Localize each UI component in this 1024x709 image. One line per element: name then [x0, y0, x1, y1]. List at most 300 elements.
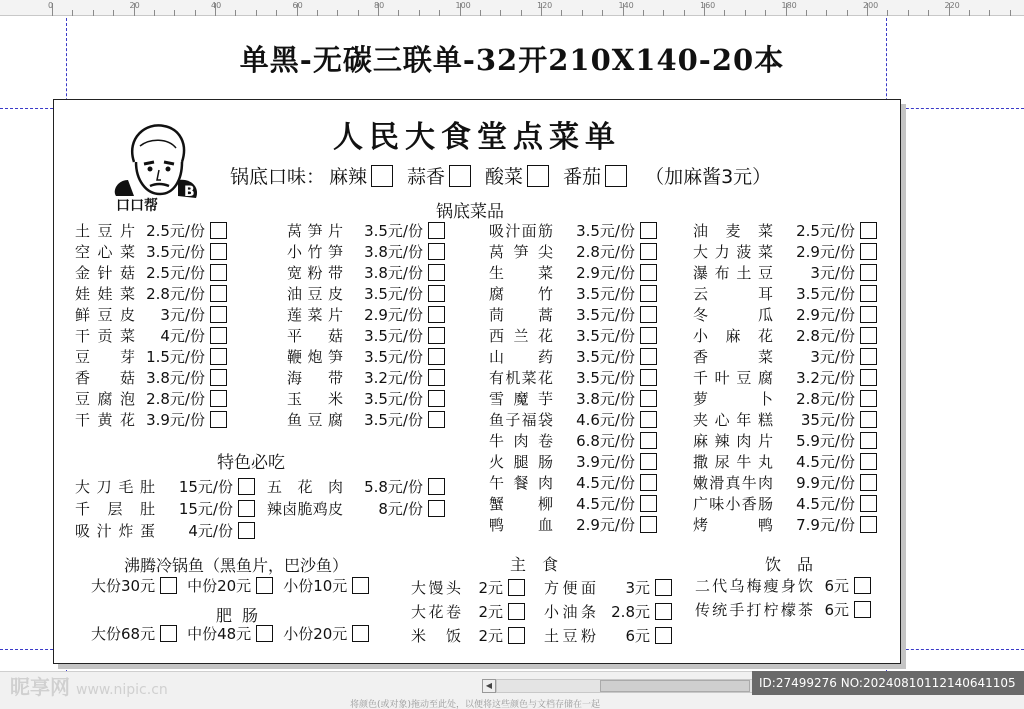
menu-item-row [489, 515, 657, 536]
item-price: 15元/份 [178, 478, 233, 496]
checkbox[interactable] [428, 411, 445, 428]
ruler-tick [724, 10, 725, 16]
logo-text: 口口帮 [116, 198, 158, 214]
item-name: 蟹柳 [489, 495, 553, 513]
menu-item-row [287, 347, 445, 368]
menu-item-row [489, 263, 657, 284]
item-name: 鞭炮笋 [287, 348, 343, 366]
item-price: 6.8元/份 [576, 432, 635, 450]
menu-item-row [489, 221, 657, 242]
menu-item-row [693, 284, 877, 305]
item-name: 辣卤脆鸡皮 [267, 500, 343, 518]
checkbox[interactable] [860, 264, 877, 281]
checkbox[interactable] [655, 579, 672, 596]
ruler-tick [663, 10, 664, 16]
menu-item-row [695, 598, 871, 622]
ruler-tick [765, 10, 766, 16]
item-name: 大刀毛肚 [75, 478, 155, 496]
menu-item-row [695, 574, 871, 598]
checkbox[interactable] [428, 306, 445, 323]
item-name: 鸭血 [489, 516, 553, 534]
horizontal-ruler[interactable] [0, 0, 1024, 16]
item-name: 小竹笋 [287, 243, 343, 261]
ruler-tick [602, 10, 603, 16]
checkbox[interactable] [640, 264, 657, 281]
ruler-tick [256, 10, 257, 16]
item-price: 3.5元/份 [576, 306, 635, 324]
menu-item-row [75, 498, 255, 520]
checkbox[interactable] [640, 390, 657, 407]
item-name: 油麦菜 [693, 222, 773, 240]
ruler-tick [1010, 10, 1011, 16]
ruler-tick [908, 10, 909, 16]
ruler-label: 140 [618, 1, 634, 10]
ruler-tick [989, 10, 990, 16]
item-name: 山药 [489, 348, 553, 366]
checkbox[interactable] [238, 500, 255, 517]
item-name: 宽粉带 [287, 264, 343, 282]
item-name: 冬瓜 [693, 306, 773, 324]
ruler-tick [235, 10, 236, 16]
item-price: 2.8元/份 [576, 243, 635, 261]
checkbox[interactable] [428, 222, 445, 239]
ruler-tick [684, 10, 685, 16]
checkbox[interactable] [860, 516, 877, 533]
staple-column [544, 576, 672, 648]
scrollbar-thumb[interactable] [600, 680, 750, 692]
checkbox[interactable] [352, 625, 369, 642]
flavor-label: 锅底口味： [230, 166, 326, 188]
menu-item-row [693, 221, 877, 242]
item-name: 广味小香肠 [693, 495, 773, 513]
section-heading-intestine: 肥肠 [216, 606, 269, 625]
menu-item-row [75, 389, 227, 410]
intestine-size-row [91, 624, 369, 645]
checkbox[interactable] [640, 432, 657, 449]
checkbox[interactable] [508, 627, 525, 644]
size-options-row [91, 624, 369, 645]
section-heading-base-dishes: 锅底菜品 [436, 202, 504, 222]
ruler-tick [887, 10, 888, 16]
item-name: 米饭 [411, 627, 461, 645]
menu-item-row [287, 305, 445, 326]
item-price: 6元 [625, 627, 650, 645]
dish-column [693, 221, 877, 536]
item-name: 干黄花 [75, 411, 135, 429]
checkbox[interactable] [256, 625, 273, 642]
checkbox[interactable] [605, 165, 627, 187]
item-name: 大力菠菜 [693, 243, 773, 261]
checkbox[interactable] [640, 453, 657, 470]
ruler-tick [72, 10, 73, 16]
item-price: 35元/份 [800, 411, 855, 429]
flavor-option: 蒜香 [407, 166, 446, 188]
checkbox[interactable] [640, 474, 657, 491]
item-price: 3元 [625, 579, 650, 597]
item-name: 豆腐泡 [75, 390, 135, 408]
checkbox[interactable] [640, 306, 657, 323]
checkbox[interactable] [860, 243, 877, 260]
menu-item-row [489, 368, 657, 389]
item-price: 3元/份 [160, 306, 205, 324]
item-price: 2.8元/份 [796, 390, 855, 408]
menu-item-row [693, 242, 877, 263]
ruler-label: 60 [292, 1, 303, 10]
item-price: 9.9元/份 [796, 474, 855, 492]
item-price: 5.9元/份 [796, 432, 855, 450]
status-hint: 将颜色(或对象)拖动至此处，以便将这些颜色与文档存储在一起 [350, 700, 601, 709]
item-price: 6元 [824, 577, 849, 595]
menu-item-row [693, 389, 877, 410]
item-price: 2.9元/份 [796, 243, 855, 261]
checkbox[interactable] [210, 369, 227, 386]
menu-item-row [411, 624, 525, 648]
item-price: 3.5元/份 [364, 348, 423, 366]
checkbox[interactable] [655, 603, 672, 620]
item-name: 莲菜片 [287, 306, 343, 324]
checkbox[interactable] [860, 327, 877, 344]
checkbox[interactable] [210, 243, 227, 260]
item-price: 4.6元/份 [576, 411, 635, 429]
menu-item-row [287, 326, 445, 347]
flavor-extra-note: （加麻酱3元） [645, 166, 772, 188]
checkbox[interactable] [860, 285, 877, 302]
drink-column [695, 574, 871, 622]
ruler-tick [358, 10, 359, 16]
ruler-label: 40 [211, 1, 222, 10]
scroll-left-button[interactable]: ◀ [482, 679, 496, 693]
checkbox[interactable] [210, 264, 227, 281]
checkbox[interactable] [428, 369, 445, 386]
item-name: 金针菇 [75, 264, 135, 282]
menu-item-row [693, 305, 877, 326]
item-price: 2.8元/份 [146, 285, 205, 303]
size-options-row [91, 576, 369, 597]
item-name: 麻辣肉片 [693, 432, 773, 450]
checkbox[interactable] [860, 390, 877, 407]
item-name: 小麻花 [693, 327, 773, 345]
menu-item-row [267, 498, 445, 520]
checkbox[interactable] [860, 495, 877, 512]
item-name: 方便面 [544, 579, 596, 597]
item-price: 4.5元/份 [796, 453, 855, 471]
checkbox[interactable] [210, 411, 227, 428]
menu-item-row [411, 576, 525, 600]
item-price: 3元/份 [810, 348, 855, 366]
checkbox[interactable] [640, 411, 657, 428]
checkbox[interactable] [655, 627, 672, 644]
section-heading-drinks: 饮品 [765, 555, 830, 574]
item-price: 3.5元/份 [364, 390, 423, 408]
item-name: 千叶豆腐 [693, 369, 773, 387]
section-heading-specialties: 特色必吃 [217, 453, 285, 473]
menu-item-row [75, 476, 255, 498]
menu-item-row [544, 600, 672, 624]
item-price: 2.8元/份 [146, 390, 205, 408]
menu-item-row [489, 473, 657, 494]
item-name: 大馒头 [411, 579, 461, 597]
checkbox[interactable] [508, 579, 525, 596]
item-price: 4元/份 [160, 327, 205, 345]
checkbox[interactable] [854, 577, 871, 594]
size-option-label: 小份10元 [283, 577, 348, 595]
menu-item-row [287, 389, 445, 410]
menu-item-row [489, 494, 657, 515]
checkbox[interactable] [428, 348, 445, 365]
ruler-tick [154, 10, 155, 16]
menu-item-row [544, 624, 672, 648]
checkbox[interactable] [640, 243, 657, 260]
item-name: 娃娃菜 [75, 285, 135, 303]
checkbox[interactable] [640, 348, 657, 365]
checkbox[interactable] [428, 390, 445, 407]
item-name: 夹心年糕 [693, 411, 773, 429]
item-name: 牛肉卷 [489, 432, 553, 450]
item-price: 3.8元/份 [364, 264, 423, 282]
checkbox[interactable] [238, 522, 255, 539]
image-id-bar: ID:27499276 NO:20240810112140641105 [752, 671, 1024, 695]
item-price: 3.5元/份 [364, 222, 423, 240]
menu-item-row [75, 305, 227, 326]
checkbox[interactable] [352, 577, 369, 594]
ruler-tick [500, 10, 501, 16]
checkbox[interactable] [860, 369, 877, 386]
item-name: 午餐肉 [489, 474, 553, 492]
checkbox[interactable] [238, 478, 255, 495]
item-price: 3.2元/份 [796, 369, 855, 387]
item-price: 4.5元/份 [796, 495, 855, 513]
size-option-label: 大份30元 [91, 577, 156, 595]
menu-item-row [693, 515, 877, 536]
menu-item-row [287, 284, 445, 305]
item-name: 传统手打柠檬茶 [695, 601, 813, 619]
item-name: 撒尿牛丸 [693, 453, 773, 471]
checkbox[interactable] [428, 264, 445, 281]
menu-item-row [489, 305, 657, 326]
item-name: 海带 [287, 369, 343, 387]
checkbox[interactable] [428, 243, 445, 260]
svg-text:B: B [184, 184, 195, 200]
ruler-tick [398, 10, 399, 16]
ruler-tick [174, 10, 175, 16]
item-price: 8元/份 [378, 500, 423, 518]
item-price: 6元 [824, 601, 849, 619]
item-price: 2.5元/份 [796, 222, 855, 240]
menu-item-row [693, 410, 877, 431]
checkbox[interactable] [640, 495, 657, 512]
checkbox[interactable] [210, 390, 227, 407]
checkbox[interactable] [860, 411, 877, 428]
checkbox[interactable] [860, 306, 877, 323]
ruler-label: 200 [863, 1, 879, 10]
item-price: 3.5元/份 [364, 285, 423, 303]
checkbox[interactable] [640, 369, 657, 386]
ruler-tick [847, 10, 848, 16]
checkbox[interactable] [210, 285, 227, 302]
item-name: 腐竹 [489, 285, 553, 303]
ruler-tick [643, 10, 644, 16]
menu-item-row [693, 263, 877, 284]
item-price: 2.9元/份 [576, 264, 635, 282]
item-name: 云耳 [693, 285, 773, 303]
checkbox[interactable] [428, 327, 445, 344]
checkbox[interactable] [210, 306, 227, 323]
specialty-column [267, 476, 445, 520]
item-name: 土豆粉 [544, 627, 596, 645]
menu-item-row [693, 452, 877, 473]
menu-item-row [287, 221, 445, 242]
ruler-tick [113, 10, 114, 16]
item-name: 香菜 [693, 348, 773, 366]
flavor-option: 酸菜 [485, 166, 524, 188]
item-price: 15元/份 [178, 500, 233, 518]
checkbox[interactable] [371, 165, 393, 187]
specialty-column [75, 476, 255, 542]
ruler-label: 80 [374, 1, 385, 10]
menu-item-row [693, 494, 877, 515]
item-price: 3.5元/份 [796, 285, 855, 303]
item-price: 3.5元/份 [364, 327, 423, 345]
checkbox[interactable] [640, 516, 657, 533]
menu-item-row [287, 368, 445, 389]
item-price: 3.2元/份 [364, 369, 423, 387]
item-price: 3.5元/份 [576, 222, 635, 240]
menu-item-row [693, 431, 877, 452]
checkbox[interactable] [860, 453, 877, 470]
item-price: 4.5元/份 [576, 474, 635, 492]
item-price: 2.8元/份 [796, 327, 855, 345]
checkbox[interactable] [860, 348, 877, 365]
watermark-url: www.nipic.cn [76, 682, 168, 698]
item-name: 油豆皮 [287, 285, 343, 303]
item-price: 3.5元/份 [576, 369, 635, 387]
menu-item-row [75, 368, 227, 389]
menu-item-row [75, 242, 227, 263]
size-option-label: 中份20元 [187, 577, 252, 595]
item-price: 3.5元/份 [576, 327, 635, 345]
checkbox[interactable] [428, 478, 445, 495]
item-price: 3.8元/份 [576, 390, 635, 408]
item-price: 5.8元/份 [364, 478, 423, 496]
ruler-tick [969, 10, 970, 16]
checkbox[interactable] [160, 577, 177, 594]
ruler-label: 180 [781, 1, 797, 10]
item-name: 空心菜 [75, 243, 135, 261]
checkbox[interactable] [640, 285, 657, 302]
checkbox[interactable] [428, 500, 445, 517]
item-price: 3.9元/份 [576, 453, 635, 471]
ruler-tick [928, 10, 929, 16]
fish-size-row [91, 576, 369, 597]
checkbox[interactable] [640, 222, 657, 239]
ruler-tick [317, 10, 318, 16]
menu-item-row [75, 520, 255, 542]
item-price: 2元 [478, 579, 503, 597]
checkbox[interactable] [860, 222, 877, 239]
item-name: 茼蒿 [489, 306, 553, 324]
menu-item-row [287, 242, 445, 263]
menu-item-row [489, 389, 657, 410]
ruler-label: 0 [48, 1, 54, 10]
item-name: 二代乌梅瘦身饮 [695, 577, 813, 595]
menu-item-row [75, 284, 227, 305]
item-price: 4.5元/份 [576, 495, 635, 513]
dish-column [489, 221, 657, 536]
checkbox[interactable] [256, 577, 273, 594]
checkbox[interactable] [860, 474, 877, 491]
item-price: 3.9元/份 [146, 411, 205, 429]
document-title: 单黑-无碳三联单-32开210X140-20本 [239, 43, 785, 77]
menu-item-row [411, 600, 525, 624]
item-price: 2.5元/份 [146, 264, 205, 282]
checkbox[interactable] [210, 348, 227, 365]
item-price: 2.8元 [611, 603, 650, 621]
checkbox[interactable] [160, 625, 177, 642]
checkbox[interactable] [449, 165, 471, 187]
size-option-label: 小份20元 [283, 625, 348, 643]
section-heading-fish: 沸腾冷锅鱼（黑鱼片，巴沙鱼） [124, 556, 349, 575]
item-name: 烤鸭 [693, 516, 773, 534]
menu-item-row [489, 284, 657, 305]
item-name: 瀑布土豆 [693, 264, 773, 282]
item-price: 3.5元/份 [146, 243, 205, 261]
checkbox[interactable] [508, 603, 525, 620]
menu-item-row [489, 410, 657, 431]
item-name: 鲜豆皮 [75, 306, 135, 324]
checkbox[interactable] [860, 432, 877, 449]
ruler-tick [561, 10, 562, 16]
ruler-tick [337, 10, 338, 16]
staple-column [411, 576, 525, 648]
item-name: 香菇 [75, 369, 135, 387]
menu-item-row [489, 452, 657, 473]
checkbox[interactable] [428, 285, 445, 302]
item-price: 3.8元/份 [364, 243, 423, 261]
menu-item-row [75, 410, 227, 431]
item-price: 4元/份 [188, 522, 233, 540]
ruler-tick [480, 10, 481, 16]
item-name: 平菇 [287, 327, 343, 345]
checkbox[interactable] [210, 222, 227, 239]
menu-item-row [287, 263, 445, 284]
item-price: 3.5元/份 [364, 411, 423, 429]
item-name: 鱼豆腐 [287, 411, 343, 429]
menu-item-row [693, 473, 877, 494]
watermark-brand: 昵享网 [10, 675, 70, 699]
checkbox[interactable] [854, 601, 871, 618]
section-heading-staples: 主食 [510, 555, 575, 574]
item-price: 2.9元/份 [576, 516, 635, 534]
item-name: 五花肉 [267, 478, 343, 496]
menu-item-row [75, 347, 227, 368]
item-name: 小油条 [544, 603, 596, 621]
item-name: 生菜 [489, 264, 553, 282]
menu-item-row [489, 347, 657, 368]
ruler-tick [745, 10, 746, 16]
checkbox[interactable] [527, 165, 549, 187]
size-option-label: 大份68元 [91, 625, 156, 643]
flavor-selector [230, 162, 771, 189]
menu-item-row [75, 263, 227, 284]
item-name: 鱼子福袋 [489, 411, 553, 429]
item-price: 2元 [478, 627, 503, 645]
checkbox[interactable] [210, 327, 227, 344]
menu-item-row [489, 326, 657, 347]
menu-sheet[interactable] [53, 99, 901, 664]
checkbox[interactable] [640, 327, 657, 344]
item-name: 有机菜花 [489, 369, 553, 387]
item-name: 玉米 [287, 390, 343, 408]
